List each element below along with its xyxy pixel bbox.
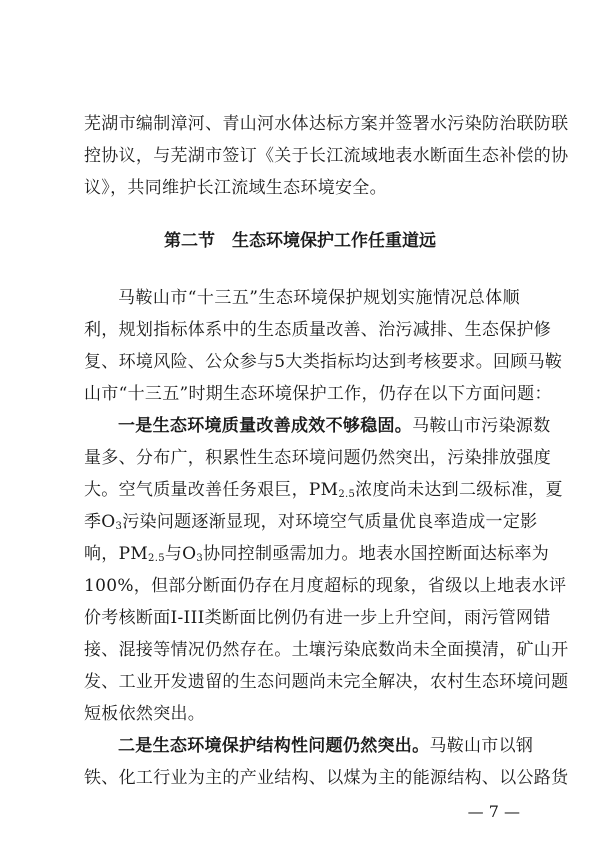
text-fragment: 浓度尚未达到二级标准，夏 — [355, 480, 563, 500]
text-fragment: 季O — [84, 512, 116, 532]
paragraph-text: 马鞍山市以钢 — [429, 736, 534, 756]
paragraph-line: 芜湖市编制漳河、青山河水体达标方案并签署水污染防治联防联 — [84, 114, 569, 134]
paragraph-line — [118, 412, 551, 440]
text-fragment: 污染问题逐渐显现，对环境空气质量优良率造成一定影 — [122, 512, 538, 532]
paragraph-line: 价考核断面I-III类断面比例仍有进一步上升空间，雨污管网错 — [84, 608, 551, 628]
subscript: 2.5 — [338, 489, 356, 500]
paragraph-line: 议》，共同维护长江流域生态环境安全。 — [84, 178, 387, 198]
text-fragment: 协同控制亟需加力。地表水国控断面达标率为 — [203, 544, 550, 564]
text-fragment: 与O — [164, 544, 197, 564]
paragraph-line: 复、环境风险、公众参与5大类指标均达到考核要求。回顾马鞍 — [84, 352, 563, 372]
section-title: 第二节 生态环境保护工作任重道远 — [164, 231, 436, 251]
paragraph-line: 100%，但部分断面仍存在月度超标的现象，省级以上地表水评 — [84, 576, 567, 596]
paragraph-lead: 二是生态环境保护结构性问题仍然突出。 — [118, 736, 430, 756]
subscript: 2.5 — [148, 553, 165, 564]
paragraph-line — [84, 476, 563, 504]
subscript: 3 — [115, 521, 123, 532]
paragraph-line: 短板依然突出。 — [84, 704, 206, 724]
paragraph-line — [84, 508, 538, 536]
paragraph-text: 马鞍山市污染源数 — [412, 416, 551, 436]
paragraph-line: 马鞍山市“十三五”生态环境保护规划实施情况总体顺 — [118, 288, 520, 308]
paragraph-line — [84, 540, 550, 568]
paragraph-line — [118, 732, 534, 760]
page-number: — 7 — — [467, 802, 520, 821]
paragraph-line: 发、工业开发遗留的生态问题尚未完全解决，农村生态环境问题 — [84, 672, 569, 692]
paragraph-line: 控协议，与芜湖市签订《关于长江流域地表水断面生态补偿的协 — [84, 146, 569, 166]
paragraph-line: 接、混接等情况仍然存在。土壤污染底数尚未全面摸清，矿山开 — [84, 640, 569, 660]
paragraph-line: 利，规划指标体系中的生态质量改善、治污减排、生态保护修 — [84, 320, 552, 340]
text-fragment: 大。空气质量改善任务艰巨，PM — [84, 480, 339, 500]
paragraph-line: 山市“十三五”时期生态环境保护工作，仍存在以下方面问题： — [84, 384, 552, 404]
paragraph-line: 铁、化工行业为主的产业结构、以煤为主的能源结构、以公路货 — [84, 768, 569, 788]
paragraph-line: 量多、分布广，积累性生态环境问题仍然突出，污染排放强度 — [84, 448, 552, 468]
paragraph-lead: 一是生态环境质量改善成效不够稳固。 — [118, 416, 413, 436]
subscript: 3 — [196, 553, 204, 564]
text-fragment: 响，PM — [84, 544, 149, 564]
